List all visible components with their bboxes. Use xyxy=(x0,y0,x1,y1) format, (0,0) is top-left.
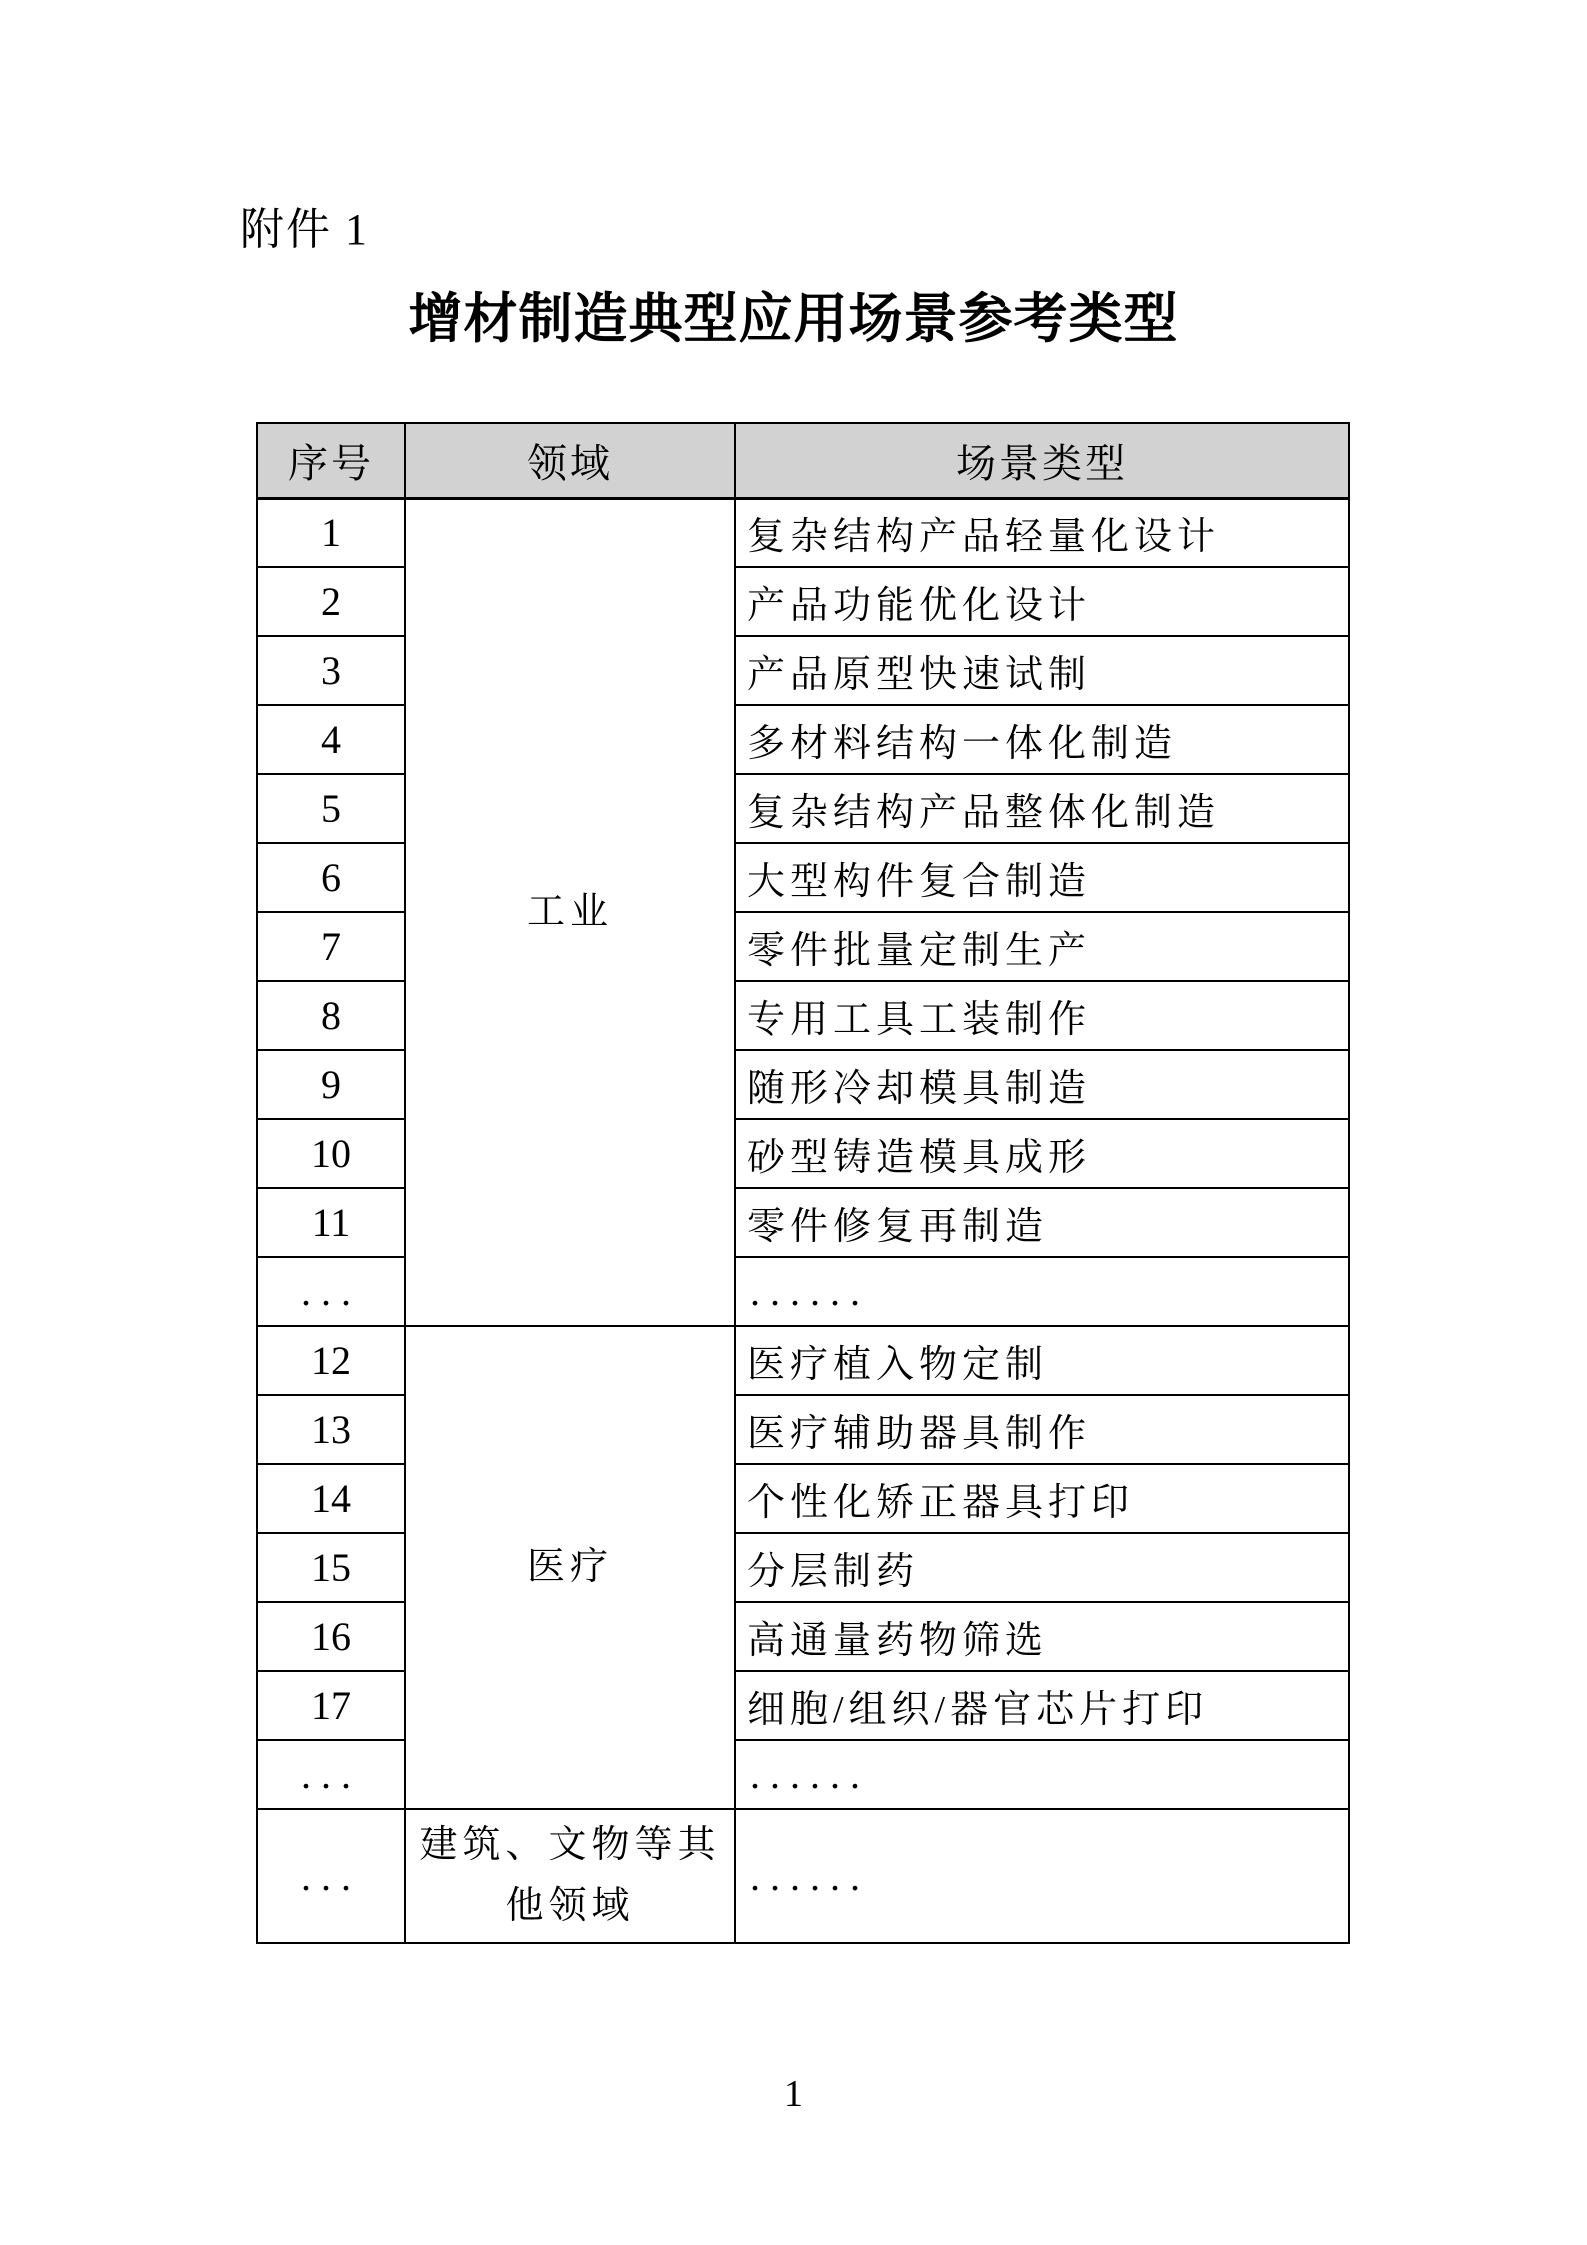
scenario-cell: ...... xyxy=(735,1257,1349,1326)
scenario-cell: 产品功能优化设计 xyxy=(735,567,1349,636)
table-row xyxy=(257,498,1349,567)
row-number-cell: 8 xyxy=(257,981,405,1050)
row-number-cell: 12 xyxy=(257,1326,405,1395)
row-number-cell: 1 xyxy=(257,498,405,567)
header-cell-field: 领域 xyxy=(405,423,735,498)
table-header xyxy=(257,423,1349,498)
row-number-cell: 10 xyxy=(257,1119,405,1188)
scenario-cell: 细胞/组织/器官芯片打印 xyxy=(735,1671,1349,1740)
scenario-cell: 分层制药 xyxy=(735,1533,1349,1602)
page-title: 增材制造典型应用场景参考类型 xyxy=(408,289,1179,349)
scenario-cell: 砂型铸造模具成形 xyxy=(735,1119,1349,1188)
row-number-cell: 11 xyxy=(257,1188,405,1257)
scenario-cell: 高通量药物筛选 xyxy=(735,1602,1349,1671)
field-cell: 建筑、文物等其他领域 xyxy=(405,1809,735,1943)
row-number-cell: 14 xyxy=(257,1464,405,1533)
row-number-cell: 17 xyxy=(257,1671,405,1740)
scenario-cell: 零件修复再制造 xyxy=(735,1188,1349,1257)
scenario-cell: 医疗辅助器具制作 xyxy=(735,1395,1349,1464)
scenario-cell: 医疗植入物定制 xyxy=(735,1326,1349,1395)
row-number-cell: 7 xyxy=(257,912,405,981)
row-number-cell: ... xyxy=(257,1257,405,1326)
table-row xyxy=(257,1326,1349,1395)
scenario-cell: ...... xyxy=(735,1740,1349,1809)
header-cell-scenario: 场景类型 xyxy=(735,423,1349,498)
field-cell: 医疗 xyxy=(405,1326,735,1809)
row-number-cell: 4 xyxy=(257,705,405,774)
table-row xyxy=(257,1809,1349,1943)
row-number-cell: 5 xyxy=(257,774,405,843)
row-number-cell: 15 xyxy=(257,1533,405,1602)
scenario-cell: 大型构件复合制造 xyxy=(735,843,1349,912)
row-number-cell: 3 xyxy=(257,636,405,705)
row-number-cell: 16 xyxy=(257,1602,405,1671)
table-body xyxy=(257,498,1349,1943)
scenario-cell: ...... xyxy=(735,1809,1349,1943)
scenario-cell: 多材料结构一体化制造 xyxy=(735,705,1349,774)
row-number-cell: 9 xyxy=(257,1050,405,1119)
scenario-cell: 个性化矫正器具打印 xyxy=(735,1464,1349,1533)
header-row xyxy=(257,423,1349,498)
header-cell-no: 序号 xyxy=(257,423,405,498)
field-cell: 工业 xyxy=(405,498,735,1326)
scenario-table xyxy=(256,422,1350,1944)
scenario-cell: 复杂结构产品轻量化设计 xyxy=(735,498,1349,567)
row-number-cell: 2 xyxy=(257,567,405,636)
scenario-cell: 复杂结构产品整体化制造 xyxy=(735,774,1349,843)
page-number: 1 xyxy=(784,2073,803,2115)
scenario-cell: 随形冷却模具制造 xyxy=(735,1050,1349,1119)
scenario-cell: 专用工具工装制作 xyxy=(735,981,1349,1050)
row-number-cell: ... xyxy=(257,1740,405,1809)
row-number-cell: ... xyxy=(257,1809,405,1943)
row-number-cell: 13 xyxy=(257,1395,405,1464)
scenario-cell: 产品原型快速试制 xyxy=(735,636,1349,705)
scenario-cell: 零件批量定制生产 xyxy=(735,912,1349,981)
attachment-label: 附件 1 xyxy=(240,205,369,254)
row-number-cell: 6 xyxy=(257,843,405,912)
